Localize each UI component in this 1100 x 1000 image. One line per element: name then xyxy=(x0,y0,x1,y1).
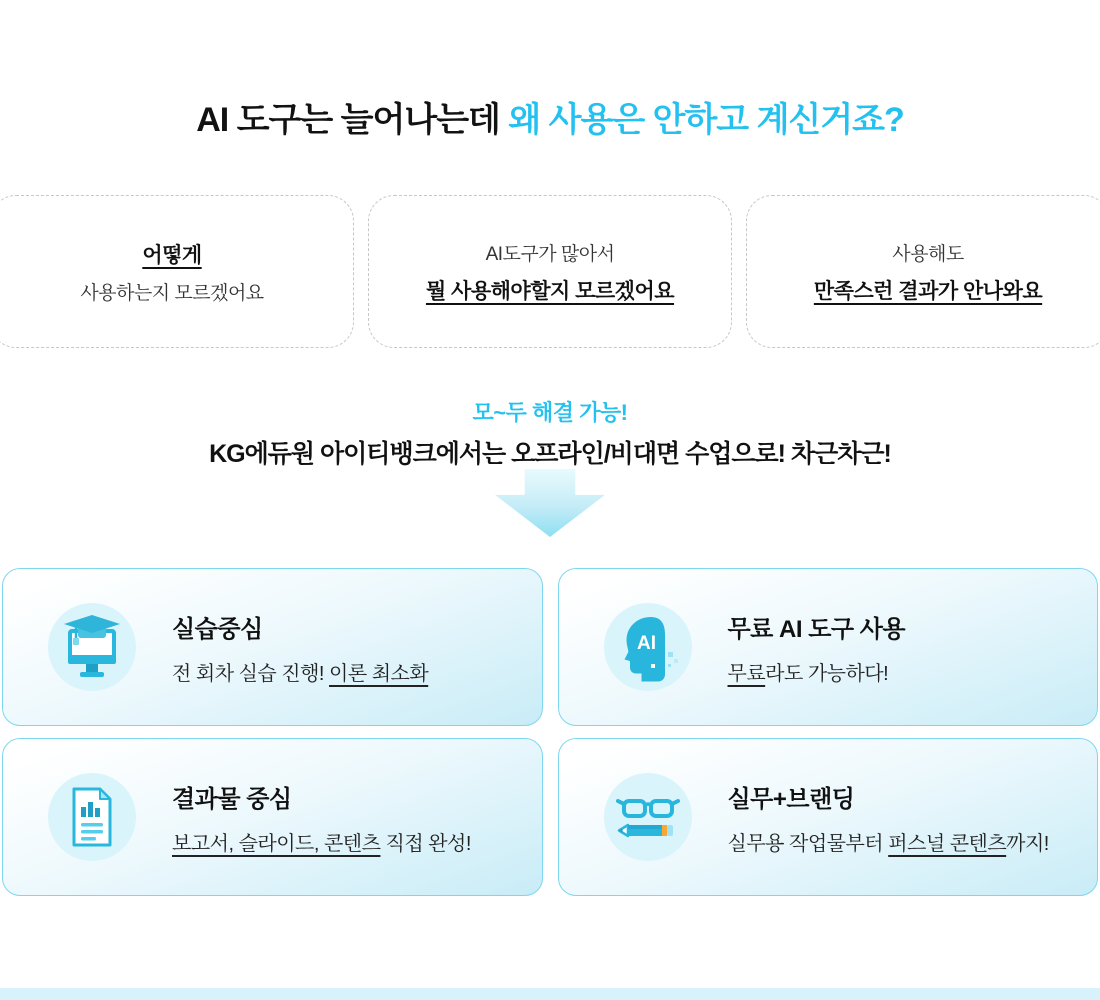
desc-pre: 전 회차 실습 진행! xyxy=(172,662,330,685)
pain-card-how xyxy=(0,195,354,348)
feature-card-practice xyxy=(2,568,543,726)
feature-title: 실습중심 xyxy=(172,615,263,643)
ai-head-icon xyxy=(604,603,692,691)
pain-card-bad-results xyxy=(746,195,1100,348)
desc-underline: 보고서, 슬라이드, 콘텐츠 xyxy=(172,832,381,855)
page-title-black: AI 도구는 늘어나는데 xyxy=(196,101,509,139)
page-title xyxy=(0,92,1100,141)
pain-card-line1: 사용해도 xyxy=(892,243,964,265)
pain-point-row xyxy=(0,195,1100,348)
report-document-icon xyxy=(48,773,136,861)
feature-desc xyxy=(728,657,906,686)
solution-description: KG에듀원 아이티뱅크에서는 오프라인/비대면 수업으로! 차근차근! xyxy=(209,440,891,468)
down-arrow-icon xyxy=(495,469,605,537)
pain-card-line2: 뭘 사용해야할지 모르겠어요 xyxy=(425,279,675,303)
feature-text xyxy=(172,779,471,856)
next-section-edge xyxy=(0,988,1100,1000)
feature-title: 무료 AI 도구 사용 xyxy=(727,615,906,643)
desc-post: 까지! xyxy=(1006,832,1049,855)
desc-post: 라도 가능하다! xyxy=(765,662,889,685)
desc-underline: 이론 최소화 xyxy=(329,662,429,685)
pain-card-too-many xyxy=(368,195,732,348)
feature-desc xyxy=(172,827,471,856)
feature-text xyxy=(728,609,906,686)
pain-card-line1: 어떻게 xyxy=(142,243,202,267)
solution-highlight: 모~두 해결 가능! xyxy=(472,400,628,425)
svg-text:AI: AI xyxy=(636,633,656,654)
feature-card-output xyxy=(2,738,543,896)
page-title-accent: 왜 사용은 안하고 계신거죠? xyxy=(508,101,904,139)
feature-card-free-ai xyxy=(558,568,1099,726)
desc-post: 직접 완성! xyxy=(380,832,471,855)
pain-card-line2: 만족스런 결과가 안나와요 xyxy=(813,279,1043,303)
graduation-monitor-icon xyxy=(48,603,136,691)
glasses-pencil-icon xyxy=(604,773,692,861)
feature-title: 실무+브랜딩 xyxy=(727,785,855,813)
desc-underline: 무료 xyxy=(727,662,766,685)
feature-text xyxy=(728,779,1049,856)
feature-desc xyxy=(172,657,428,686)
desc-underline: 퍼스널 콘텐츠 xyxy=(888,832,1007,855)
feature-text xyxy=(172,609,428,686)
solution-copy xyxy=(0,396,1100,470)
feature-desc xyxy=(728,827,1049,856)
feature-grid xyxy=(2,568,1098,896)
pain-card-line2: 사용하는지 모르겠어요 xyxy=(80,282,264,304)
feature-card-branding xyxy=(558,738,1099,896)
pain-card-line1: AI도구가 많아서 xyxy=(485,243,615,265)
desc-pre: 실무용 작업물부터 xyxy=(727,832,889,855)
feature-title: 결과물 중심 xyxy=(172,785,292,813)
